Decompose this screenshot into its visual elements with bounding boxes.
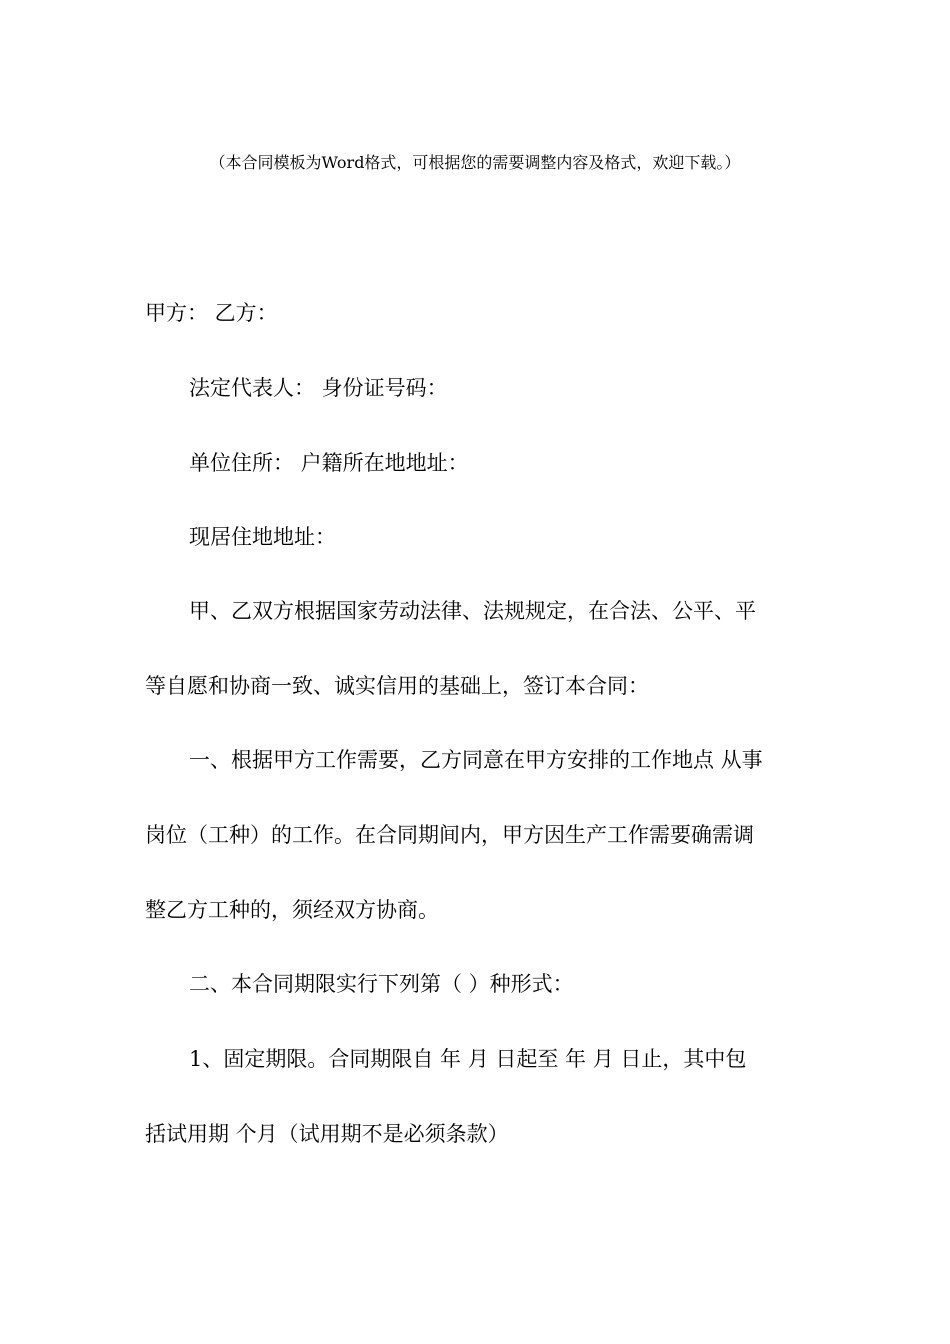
preamble-line-1: 甲、乙双方根据国家劳动法律、法规规定，在合法、公平、平: [189, 599, 756, 623]
clause-2-line: 二、本合同期限实行下列第（ ）种形式：: [189, 972, 574, 996]
preamble-line-2: 等自愿和协商一致、诚实信用的基础上，签订本合同：: [145, 674, 649, 698]
clause-1-line-2: 岗位（工种）的工作。在合同期间内，甲方因生产工作需要确需调: [145, 823, 754, 847]
residence-line: 现居住地地址：: [189, 525, 336, 549]
fixed-term-line-2: 括试用期 个月（试用期不是必须条款）: [145, 1122, 509, 1146]
address-line: 单位住所： 户籍所在地地址：: [189, 451, 469, 475]
template-note: （本合同模板为Word格式，可根据您的需要调整内容及格式，欢迎下载。）: [209, 153, 741, 172]
clause-1-line-1: 一、根据甲方工作需要，乙方同意在甲方安排的工作地点 从事: [189, 748, 763, 772]
representative-line: 法定代表人： 身份证号码：: [189, 376, 448, 400]
party-line: 甲方： 乙方：: [145, 301, 278, 325]
fixed-term-line-1: 1、固定期限。合同期限自 年 月 日起至 年 月 日止，其中包: [189, 1047, 747, 1071]
clause-1-line-3: 整乙方工种的，须经双方协商。: [145, 898, 439, 922]
